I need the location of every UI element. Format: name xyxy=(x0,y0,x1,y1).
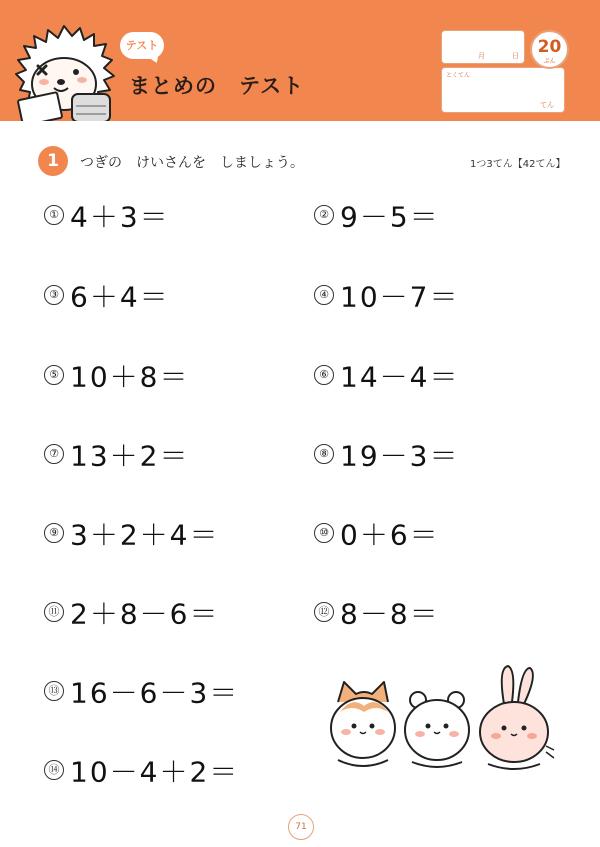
problem-expression: 13＋2＝ xyxy=(70,439,190,473)
month-label: 月 xyxy=(478,52,485,60)
problem-index: ⑨ xyxy=(44,523,64,543)
problem-2 xyxy=(314,197,440,237)
problem-12 xyxy=(314,594,440,634)
problem-expression: 9－5＝ xyxy=(340,200,440,234)
problem-index: ⑭ xyxy=(44,760,64,780)
bear-character-icon xyxy=(405,692,469,767)
problem-6 xyxy=(314,357,459,397)
time-unit: ぷん xyxy=(543,58,556,65)
time-value: 20 xyxy=(537,37,562,57)
question-instruction: つぎの けいさんを しましょう。 xyxy=(80,155,304,171)
date-field[interactable] xyxy=(441,30,525,64)
problem-5 xyxy=(44,357,189,397)
question-number: 1 xyxy=(38,146,68,176)
problem-1 xyxy=(44,197,170,237)
problem-expression: 10－4＋2＝ xyxy=(70,755,240,789)
score-label: とくてん xyxy=(446,72,471,79)
points-note: 1つ3てん【42てん】 xyxy=(470,159,566,170)
page-title: まとめの テスト xyxy=(129,74,305,98)
problem-expression: 16－6－3＝ xyxy=(70,676,240,710)
problem-14 xyxy=(44,752,239,792)
problem-index: ⑩ xyxy=(314,523,334,543)
problem-expression: 10－7＝ xyxy=(340,280,460,314)
problem-index: ⑧ xyxy=(314,444,334,464)
problem-index: ⑬ xyxy=(44,681,64,701)
problem-expression: 8－8＝ xyxy=(340,597,440,631)
problem-3 xyxy=(44,277,170,317)
problem-expression: 3＋2＋4＝ xyxy=(70,518,220,552)
problem-expression: 0＋6＝ xyxy=(340,518,440,552)
score-field[interactable] xyxy=(441,67,565,113)
question-header xyxy=(38,146,568,176)
problem-expression: 19－3＝ xyxy=(340,439,460,473)
test-badge: テスト xyxy=(120,32,164,59)
problem-index: ③ xyxy=(44,285,64,305)
characters-illustration-icon xyxy=(318,660,560,775)
day-label: 日 xyxy=(512,52,519,60)
problem-13 xyxy=(44,673,239,713)
problem-7 xyxy=(44,436,189,476)
problem-expression: 4＋3＝ xyxy=(70,200,170,234)
problem-index: ⑥ xyxy=(314,365,334,385)
hedgehog-mascot-icon xyxy=(14,22,118,121)
header-banner xyxy=(0,0,600,121)
problem-11 xyxy=(44,594,219,634)
problem-index: ④ xyxy=(314,285,334,305)
problem-index: ⑫ xyxy=(314,602,334,622)
problem-expression: 10＋8＝ xyxy=(70,360,190,394)
problem-expression: 2＋8－6＝ xyxy=(70,597,220,631)
cat-character-icon xyxy=(331,682,395,766)
time-badge xyxy=(530,30,569,69)
problem-index: ⑤ xyxy=(44,365,64,385)
problem-9 xyxy=(44,515,219,555)
problem-expression: 14－4＝ xyxy=(340,360,460,394)
problem-index: ② xyxy=(314,205,334,225)
page-number: 71 xyxy=(288,814,314,840)
problem-10 xyxy=(314,515,440,555)
problem-index: ⑦ xyxy=(44,444,64,464)
rabbit-character-icon xyxy=(480,666,554,769)
problem-8 xyxy=(314,436,459,476)
problem-index: ① xyxy=(44,205,64,225)
score-unit: てん xyxy=(540,101,554,109)
problem-expression: 6＋4＝ xyxy=(70,280,170,314)
problem-4 xyxy=(314,277,459,317)
problem-index: ⑪ xyxy=(44,602,64,622)
